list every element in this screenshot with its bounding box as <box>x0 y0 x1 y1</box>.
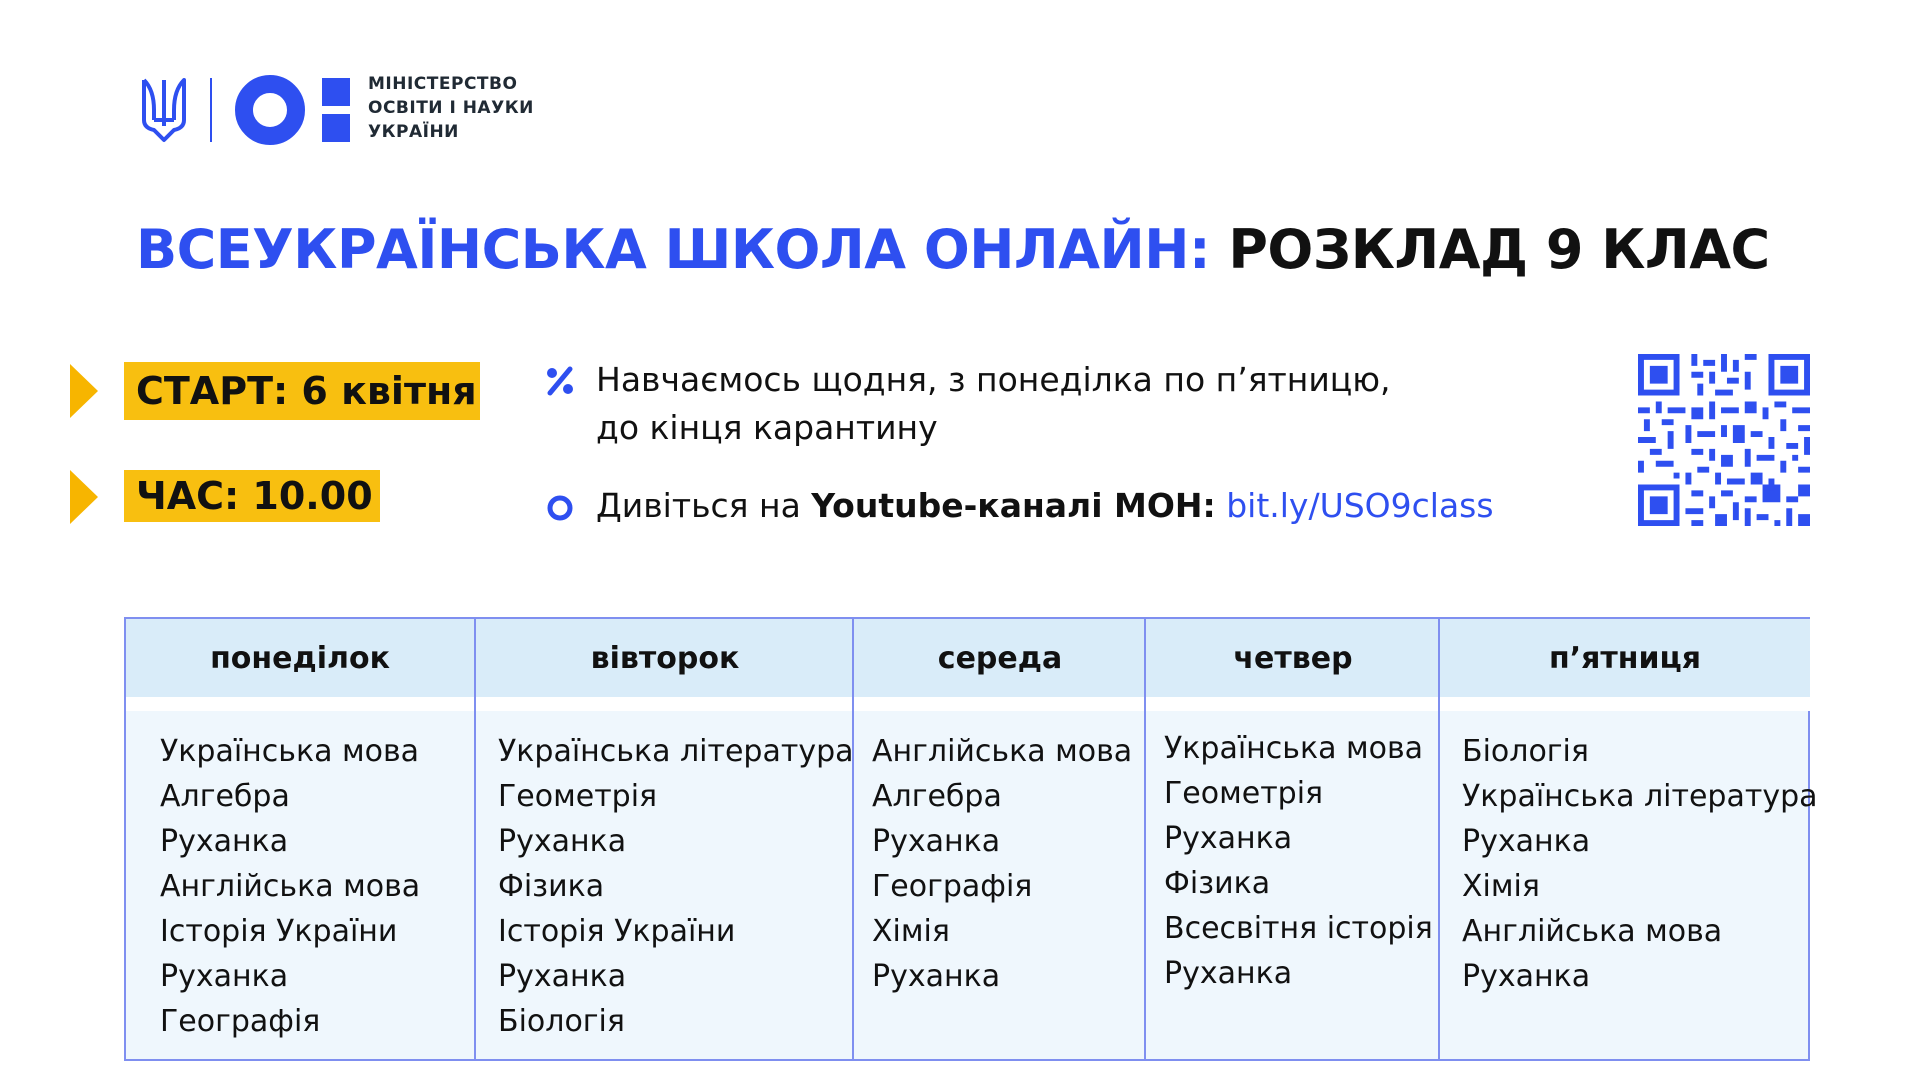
subject-item: Руханка <box>160 959 289 994</box>
ring-icon <box>546 494 574 522</box>
subject-item: Хімія <box>1462 869 1540 904</box>
subject-item: Українська мова <box>160 734 420 769</box>
subject-item: Руханка <box>872 959 1001 994</box>
subject-item: Руханка <box>1164 956 1293 991</box>
subject-item: Руханка <box>160 824 289 859</box>
subject-item: Біологія <box>498 1004 625 1039</box>
subject-item: Англійська мова <box>1462 914 1723 949</box>
subject-item: Руханка <box>1462 824 1591 859</box>
schedule-info-line1: Навчаємось щодня, з понеділка по п’ятницю, <box>596 360 1391 399</box>
percent-icon <box>544 365 576 397</box>
subject-item: Історія України <box>498 914 736 949</box>
schedule-table <box>124 617 1818 1061</box>
day-header: четвер <box>1146 619 1440 697</box>
logo-divider <box>210 78 212 142</box>
subject-item: Українська мова <box>1164 731 1424 766</box>
subject-item: Географія <box>872 869 1033 904</box>
day-header: вівторок <box>476 619 854 697</box>
subject-item: Руханка <box>498 959 627 994</box>
subject-item: Українська література <box>1462 779 1818 814</box>
subject-item: Алгебра <box>160 779 290 814</box>
subject-item: Фізика <box>498 869 605 904</box>
subject-item: Хімія <box>872 914 950 949</box>
subject-item: Алгебра <box>872 779 1002 814</box>
subject-item: Англійська мова <box>872 734 1133 769</box>
day-column-thursday <box>1144 619 1440 1059</box>
start-arrow-icon <box>70 364 98 418</box>
watch-channel: Youtube-каналі МОН: <box>811 486 1216 525</box>
subject-item: Руханка <box>1164 821 1293 856</box>
day-column-monday <box>126 619 474 1059</box>
trident-icon <box>140 76 188 144</box>
ministry-logo <box>140 70 560 150</box>
subject-item: Біологія <box>1462 734 1589 769</box>
youtube-info <box>596 482 1494 530</box>
title-part-dark: РОЗКЛАД 9 КЛАС <box>1228 218 1770 281</box>
org-name-line3: УКРАЇНИ <box>368 122 459 142</box>
subject-item: Географія <box>160 1004 321 1039</box>
schedule-info-line2: до кінця карантину <box>596 408 938 447</box>
subject-item: Українська література <box>498 734 854 769</box>
day-header: п’ятниця <box>1440 619 1810 697</box>
schedule-info <box>596 356 1391 452</box>
subject-item: Руханка <box>498 824 627 859</box>
time-badge: ЧАС: 10.00 <box>124 470 380 522</box>
day-column-wednesday <box>852 619 1146 1059</box>
subject-item: Всесвітня історія <box>1164 911 1433 946</box>
subject-item: Англійська мова <box>160 869 421 904</box>
page-title <box>136 218 1770 281</box>
org-name-line1: МІНІСТЕРСТВО <box>368 74 518 94</box>
org-name-line2: ОСВІТИ І НАУКИ <box>368 98 534 118</box>
qr-code[interactable] <box>1638 354 1810 526</box>
subject-item: Геометрія <box>1164 776 1324 811</box>
day-column-tuesday <box>474 619 854 1059</box>
channel-link[interactable]: bit.ly/USO9class <box>1226 486 1494 525</box>
day-column-friday <box>1438 619 1818 1059</box>
subject-item: Руханка <box>1462 959 1591 994</box>
subject-item: Геометрія <box>498 779 658 814</box>
title-part-blue: ВСЕУКРАЇНСЬКА ШКОЛА ОНЛАЙН: <box>136 218 1211 281</box>
subject-item: Історія України <box>160 914 398 949</box>
watch-prefix: Дивіться на <box>596 486 812 525</box>
time-arrow-icon <box>70 470 98 524</box>
day-header: понеділок <box>126 619 474 697</box>
start-date-badge: СТАРТ: 6 квітня <box>124 362 480 420</box>
mon-logo-mark <box>234 74 358 146</box>
subject-item: Фізика <box>1164 866 1271 901</box>
day-header: середа <box>854 619 1146 697</box>
subject-item: Руханка <box>872 824 1001 859</box>
